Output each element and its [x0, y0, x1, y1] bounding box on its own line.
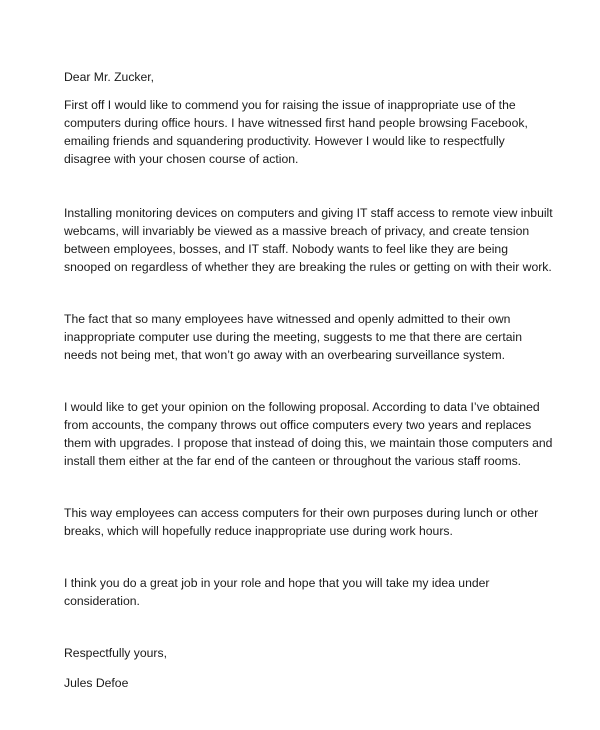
- signature: Jules Defoe: [64, 676, 129, 690]
- paragraph-1: First off I would like to commend you for raising the issue of inappropriate use of the computers during office hours. I have witnessed first hand people browsing Facebook, emailing friends and squandering productivity. However I would like to respectfully disagree with your chosen course of action.: [64, 98, 528, 166]
- paragraph-5: This way employees can access computers for their own purposes during lunch or other breaks, which will hopefully reduce inappropriate use during work hours.: [64, 506, 539, 538]
- paragraph-2: Installing monitoring devices on computers and giving IT staff access to remote view inbuilt webcams, will invariably be viewed as a massive breach of privacy, and create tension between employees, bosses, and IT staff. Nobody wants to feel like they are being snooped on regardless of whether they are breaking the rules or getting on with their work.: [64, 206, 553, 274]
- letter-body: [64, 68, 554, 692]
- paragraph-6: I think you do a great job in your role and hope that you will take my idea under consideration.: [64, 576, 490, 608]
- paragraph-4: I would like to get your opinion on the following proposal. According to data I’ve obtained from accounts, the company throws out office computers every two years and replaces them with upgrades. I propose that instead of doing this, we maintain those computers and install them either at the far end of the canteen or throughout the various staff rooms.: [64, 400, 553, 468]
- closing: Respectfully yours,: [64, 646, 167, 660]
- paragraph-3: The fact that so many employees have witnessed and openly admitted to their own inappropriate computer use during the meeting, suggests to me that there are certain needs not being met, that won’t go away with an overbearing surveillance system.: [64, 312, 522, 362]
- salutation: Dear Mr. Zucker,: [64, 70, 155, 84]
